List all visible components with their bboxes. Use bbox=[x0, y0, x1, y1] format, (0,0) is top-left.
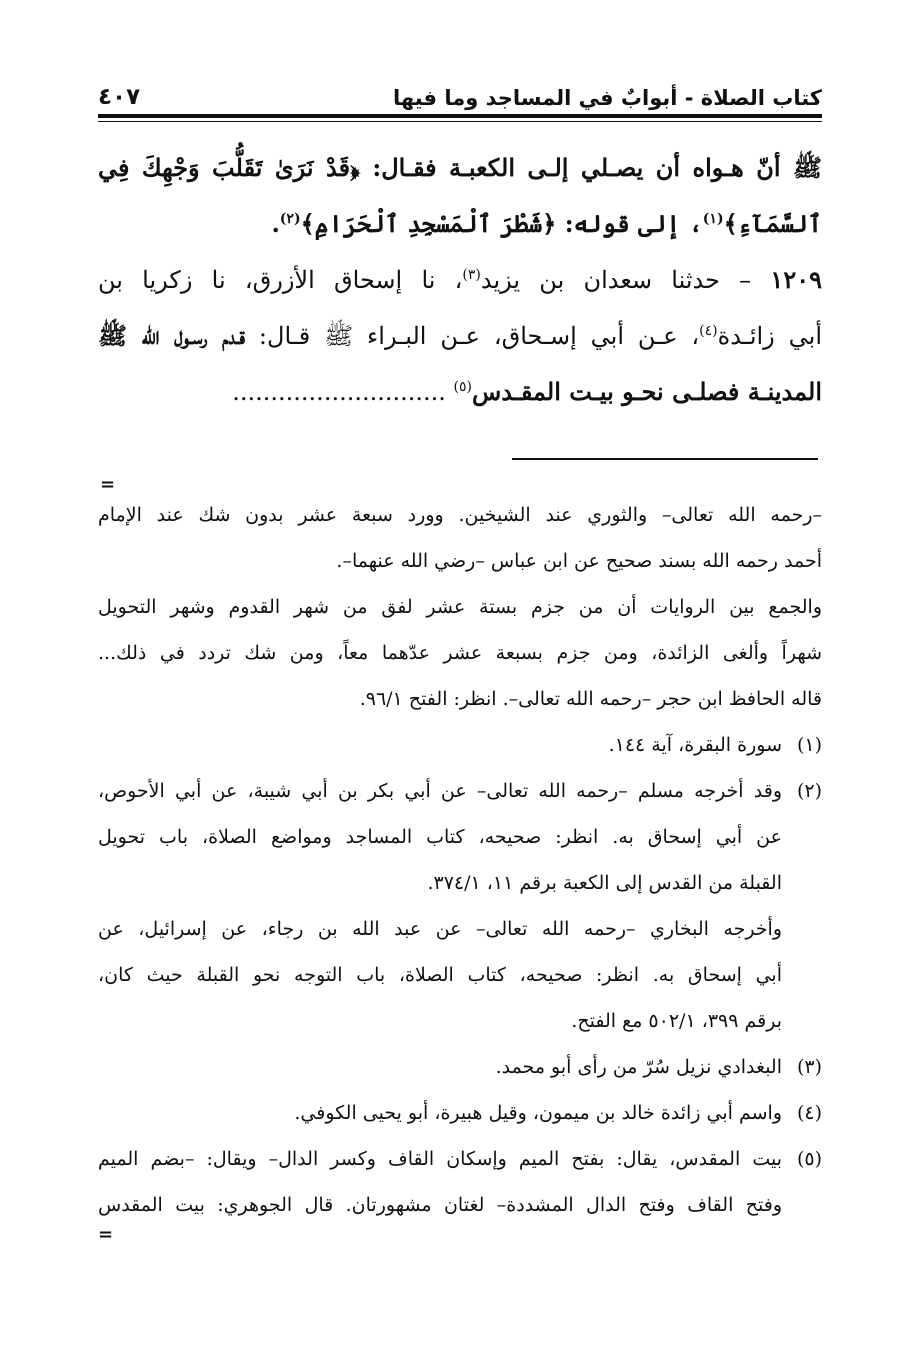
continued-note-line: قاله الحافظ ابن حجر –رحمه الله تعالى–. انظر: الفتح ٩٦/١. bbox=[359, 688, 822, 710]
continuation-mark-top: = bbox=[100, 474, 116, 495]
main-text bbox=[98, 140, 822, 420]
footnote-text: سورة البقرة، آية ١٤٤. bbox=[608, 734, 782, 756]
footnote-divider bbox=[512, 458, 818, 460]
continued-note-line: شهراً وألغى الزائدة، ومن جزم بسبعة عشر عدّهما معاً، ومن شك تردد في ذلك... bbox=[98, 642, 822, 664]
isnad-end: ، عـن أبي إسـحاق، عـن البـراء ﷺ قـال: bbox=[258, 322, 700, 350]
footnote-number: (٣) bbox=[796, 1056, 822, 1078]
quran-verse-end: ٱلسَّمَآءِ﴾ bbox=[723, 209, 822, 238]
footnote-text: واسم أبي زائدة خالد بن ميمون، وقيل هبيرة، أبو يحيى الكوفي. bbox=[294, 1102, 782, 1124]
running-title: كتاب الصلاة - أبوابٌ في المساجد وما فيها bbox=[392, 86, 822, 110]
footnote-4 bbox=[98, 1090, 822, 1136]
main-line-4 bbox=[98, 308, 822, 364]
footnote-number: (١) bbox=[796, 734, 822, 756]
ellipsis-dots: ............................ bbox=[232, 378, 446, 406]
footnote-text: وقد أخرجه مسلم –رحمه الله تعالى– عن أبي بكر بن أبي شيبة، عن أبي الأحوص، bbox=[98, 780, 782, 802]
footnote-text: البغدادي نزيل سُرّ من رأى أبو محمد. bbox=[495, 1056, 782, 1078]
main-line-3 bbox=[98, 252, 822, 308]
footnote-2-line: عن أبي إسحاق به. انظر: صحيحه، كتاب المساجد ومواضع الصلاة، باب تحويل bbox=[98, 826, 782, 848]
footnote-number: (٤) bbox=[796, 1102, 822, 1124]
footnotes bbox=[98, 492, 822, 1228]
header-rule-thin bbox=[98, 121, 822, 122]
continued-note-line: أحمد رحمه الله بسند صحيح عن ابن عباس –رضي الله عنهما–. bbox=[336, 550, 822, 572]
verse-continuation: ، إلى قوله: ﴿شَطْرَ ٱلْمَسْجِدِ ٱلْحَرَامِ﴾ bbox=[300, 209, 703, 238]
footnote-3 bbox=[98, 1044, 822, 1090]
footnote-2-line: وأخرجه البخاري –رحمه الله تعالى– عن عبد الله بن رجاء، عن إسرائيل، عن bbox=[98, 918, 782, 940]
page-number: ٤٠٧ bbox=[98, 84, 141, 110]
matn-end: المدينـة فصلـى نحـو بيـت المقـدس bbox=[471, 377, 822, 406]
main-line-5 bbox=[98, 364, 822, 420]
footnote-1 bbox=[98, 722, 822, 768]
main-line-1: ﷺ أنّ هـواه أن يصـلي إلـى الكعبـة فقـال: ﴿قَدْ نَرَىٰ تَقَلُّبَ وَجْهِكَ فِي bbox=[98, 153, 822, 182]
continued-note-line: –رحمه الله تعالى– والثوري عند الشيخين. وورد سبعة عشر بدون شك عند الإمام bbox=[98, 504, 822, 526]
footnote-number: (٢) bbox=[796, 780, 822, 802]
isnad-name: أبي زائـدة bbox=[717, 322, 822, 350]
page-header bbox=[98, 68, 822, 110]
footnote-5-line: وفتح القاف وفتح الدال المشددة– لغتان مشهورتان. قال الجوهري: بيت المقدس bbox=[98, 1194, 782, 1216]
footnote-ref-1: (١) bbox=[702, 211, 724, 227]
period: . bbox=[271, 209, 280, 238]
isnad-cont: ، نا إسحاق الأزرق، نا زكريا بن bbox=[98, 266, 463, 294]
continuation-mark-bottom: = bbox=[98, 1224, 114, 1245]
footnote-number: (٥) bbox=[796, 1148, 822, 1170]
matn-start: قـدم رسـول الله ﷺ bbox=[98, 321, 246, 350]
hadith-number: ١٢٠٩ bbox=[770, 265, 822, 294]
footnote-text: بيت المقدس، يقال: بفتح الميم وإسكان القاف وكسر الدال– ويقال: –بضم الميم bbox=[98, 1148, 782, 1170]
footnote-2-line: أبي إسحاق به. انظر: صحيحه، كتاب الصلاة، باب التوجه نحو القبلة حيث كان، bbox=[98, 964, 782, 986]
footnote-ref-4: (٤) bbox=[699, 323, 718, 339]
footnote-2-line: القبلة من القدس إلى الكعبة برقم ١١، ٣٧٤/١. bbox=[427, 872, 782, 894]
footnote-2 bbox=[98, 768, 822, 814]
isnad-start: – حدثنا سعدان بن يزيد bbox=[480, 266, 752, 294]
footnote-ref-2: (٢) bbox=[279, 211, 301, 227]
footnote-ref-5: (٥) bbox=[453, 379, 472, 395]
footnote-ref-3: (٣) bbox=[462, 267, 481, 283]
footnote-5 bbox=[98, 1136, 822, 1182]
footnote-2-line: برقم ٣٩٩، ٥٠٢/١ مع الفتح. bbox=[571, 1010, 782, 1032]
header-rule-thick bbox=[98, 114, 822, 118]
main-line-2 bbox=[98, 196, 822, 252]
continued-note-line: والجمع بين الروايات أن من جزم بستة عشر لفق من شهر القدوم وشهر التحويل bbox=[98, 596, 822, 618]
